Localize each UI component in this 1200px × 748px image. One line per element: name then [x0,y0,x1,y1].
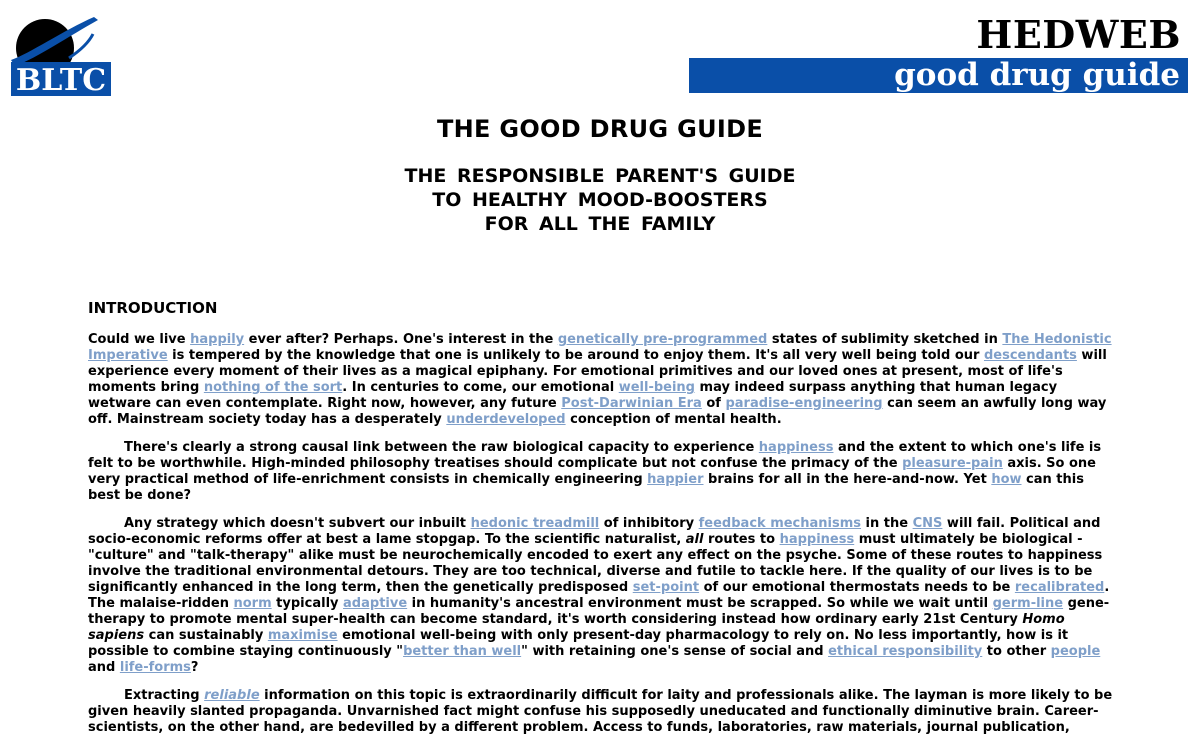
body-text: brains for all in the here-and-now. Yet [703,472,992,487]
body-text: will experience every moment of their lives as a magical epiphany. For emotional primitives and our loved ones at present, most of life's moments bring [88,348,1107,395]
body-text: typically [271,596,344,611]
body-text: and the extent to which one's life is felt to be worthwhile. High-minded philosophy treatises should complicate but not confuse the primacy of the [88,440,1102,471]
body-text: emotional well-being with only present-day pharmacology to rely on. No less importantly, how is it possible to combine staying continuously " [88,628,1069,659]
body-text: axis. So one very practical method of life-enrichment consists in chemically engineering [88,456,1096,487]
inline-link[interactable]: life-forms [119,660,191,675]
body-text: of [701,396,726,411]
body-text: information on this topic is extraordinarily difficult for laity and professionals alike. The layman is more likely to be given heavily slanted propaganda. Unvarnished fact might confuse his supposedly uneducated and functionally diminutive brain. Career-scientists, on the other hand, are bedevilled by a different problem. Access to funds, laboratories, raw materials, journal publication, [88,688,1113,735]
inline-link[interactable]: reliable [204,688,260,703]
site-name[interactable]: HEDWEB [976,12,1181,57]
inline-link[interactable]: well-being [618,380,695,395]
inline-link[interactable]: ethical responsibility [828,644,983,659]
page-title: THE GOOD DRUG GUIDE [436,115,764,143]
paragraph [88,688,1118,736]
body-text: routes to [703,532,780,547]
inline-link[interactable]: maximise [267,628,338,643]
body-text: of inhibitory [599,516,699,531]
paragraph [88,516,1118,676]
logo-text: BLTC [15,63,107,96]
bltc-planet-icon [9,14,113,96]
body-text: may indeed surpass anything that human legacy wetware can even contemplate. Right now, however, any future [88,380,1058,411]
body-text: conception of mental health. [565,412,782,427]
bltc-logo[interactable] [9,14,113,96]
inline-link[interactable]: better than well [403,644,522,659]
body-text: can sustainably [144,628,268,643]
paragraph [88,332,1118,428]
inline-link[interactable]: pleasure-pain [902,456,1003,471]
article-body [88,332,1118,748]
inline-link[interactable]: feedback mechanisms [698,516,862,531]
inline-link[interactable]: recalibrated [1014,580,1105,595]
body-text: . In centuries to come, our emotional [342,380,619,395]
inline-link[interactable]: norm [233,596,272,611]
section-heading-introduction: INTRODUCTION [88,299,218,317]
body-text: ? [190,660,199,675]
body-text: ever after? Perhaps. One's interest in the [244,332,558,347]
body-text: in the [861,516,913,531]
body-text: There's clearly a strong causal link between the raw biological capacity to experience [124,440,759,455]
body-text: states of sublimity sketched in [767,332,1003,347]
body-text: of our emotional thermostats needs to be [699,580,1015,595]
inline-link[interactable]: adaptive [343,596,408,611]
inline-link[interactable]: happiness [758,440,834,455]
body-text: in humanity's ancestral environment must be scrapped. So while we wait until [407,596,993,611]
body-text: can seem an awfully long way off. Mainstream society today has a desperately [88,396,1107,427]
body-text: can this best be done? [88,472,1084,503]
inline-link[interactable]: happiness [779,532,855,547]
inline-link[interactable]: germ-line [992,596,1064,611]
body-text: is tempered by the knowledge that one is unlikely to be around to enjoy them. It's all very well being told our [167,348,984,363]
body-text: will fail. Political and socio-economic reforms offer at best a lame stopgap. To the scientific naturalist, [88,516,1101,547]
inline-link[interactable]: Post-Darwinian Era [561,396,702,411]
inline-link[interactable]: how [991,472,1022,487]
inline-link[interactable]: genetically pre-programmed [557,332,768,347]
subtitle-line-2: TO HEALTHY MOOD-BOOSTERS [432,189,768,211]
inline-link[interactable]: underdeveloped [446,412,566,427]
section-banner [689,58,1188,93]
inline-link[interactable]: happily [190,332,245,347]
inline-link[interactable]: The Hedonistic Imperative [88,332,1112,363]
subtitle-line-3: FOR ALL THE FAMILY [484,213,716,235]
body-text: gene-therapy to promote mental super-health can become standard, it's worth considering instead how ordinary early 21st Century [88,596,1110,627]
inline-link[interactable]: nothing of the sort [203,380,343,395]
inline-link[interactable]: people [1050,644,1101,659]
body-text: Could we live [88,332,191,347]
body-text: and [88,660,120,675]
inline-link[interactable]: hedonic treadmill [470,516,600,531]
inline-link[interactable]: set-point [632,580,700,595]
body-text: Extracting [124,688,205,703]
inline-link[interactable]: happier [647,472,704,487]
inline-link[interactable]: CNS [912,516,943,531]
body-text: to other [982,644,1051,659]
inline-link[interactable]: descendants [983,348,1077,363]
inline-link[interactable]: paradise-engineering [725,396,883,411]
paragraph [88,440,1118,504]
emphasis-text: all [685,532,704,547]
banner-text: good drug guide [894,57,1180,93]
emphasis-text: Homo sapiens [88,612,1065,643]
page-subtitle [0,164,1200,236]
body-text: " with retaining one's sense of social and [521,644,829,659]
subtitle-line-1: THE RESPONSIBLE PARENT'S GUIDE [404,165,796,187]
body-text: Any strategy which doesn't subvert our inbuilt [124,516,471,531]
body-text: . The malaise-ridden [88,580,1110,611]
body-text: must ultimately be biological - "culture" and "talk-therapy" alike must be neurochemically encoded to exert any effect on the psyche. Some of these routes to happiness involve the traditional environmental detours. They are too technical, diverse and futile to tackle here. If the quality of our lives is to be significantly enhanced in the long term, then the genetically predisposed [88,532,1103,595]
